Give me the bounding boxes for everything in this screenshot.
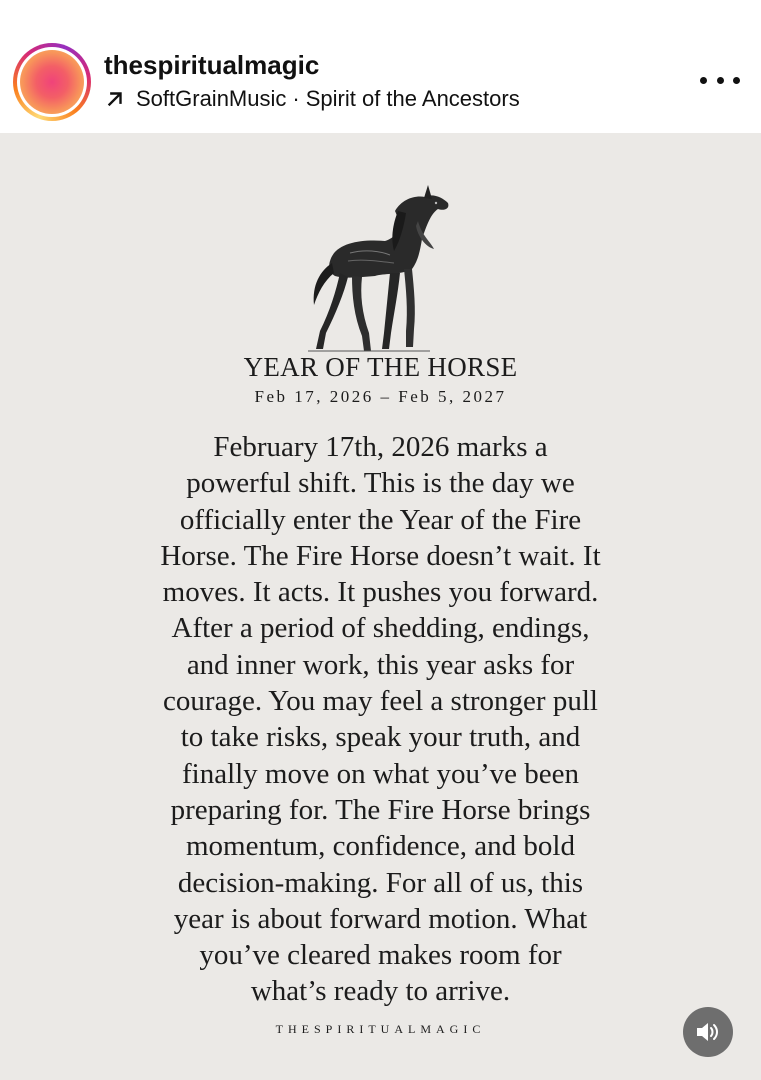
- more-options-icon[interactable]: [700, 70, 740, 90]
- post-dates: Feb 17, 2026 – Feb 5, 2027: [254, 387, 507, 406]
- post-image[interactable]: [0, 133, 761, 1080]
- arrow-up-right-icon: [104, 88, 126, 110]
- avatar-image: [20, 50, 84, 114]
- post-title: YEAR OF THE HORSE: [243, 352, 518, 382]
- avatar[interactable]: [13, 43, 91, 121]
- speaker-icon: [695, 1021, 721, 1043]
- body-line: powerful shift. This is the day we: [186, 467, 575, 500]
- post-header: [0, 0, 761, 133]
- body-line: you’ve cleared makes room for: [199, 939, 562, 972]
- horse-illustration: [290, 181, 460, 356]
- body-line: decision-making. For all of us, this: [177, 866, 584, 899]
- audio-attribution[interactable]: [104, 86, 520, 112]
- audio-artist: SoftGrainMusic: [136, 86, 287, 111]
- body-line: what’s ready to arrive.: [250, 975, 511, 1008]
- body-line: and inner work, this year asks for: [186, 648, 575, 681]
- audio-separator: ·: [292, 86, 300, 111]
- post-body-text: [112, 429, 649, 1010]
- dot: [700, 77, 707, 84]
- dot: [717, 77, 724, 84]
- body-line: February 17th, 2026 marks a: [213, 431, 548, 463]
- body-line: moves. It acts. It pushes you forward.: [162, 576, 599, 609]
- post-signature: THESPIRITUALMAGIC: [275, 1022, 486, 1036]
- dot: [733, 77, 740, 84]
- audio-track: Spirit of the Ancestors: [305, 86, 520, 111]
- body-line: to take risks, speak your truth, and: [180, 721, 581, 754]
- sound-toggle-button[interactable]: [683, 1007, 733, 1057]
- body-line: courage. You may feel a stronger pull: [163, 685, 598, 718]
- body-line: finally move on what you’ve been: [181, 757, 580, 790]
- username-link[interactable]: thespiritualmagic: [104, 50, 320, 80]
- body-line: momentum, confidence, and bold: [186, 830, 575, 863]
- body-line: After a period of shedding, endings,: [171, 612, 590, 645]
- body-line: officially enter the Year of the Fire: [179, 503, 582, 536]
- body-line: preparing for. The Fire Horse brings: [170, 793, 591, 826]
- body-line: Horse. The Fire Horse doesn’t wait. It: [160, 539, 601, 572]
- body-line: year is about forward motion. What: [173, 902, 588, 935]
